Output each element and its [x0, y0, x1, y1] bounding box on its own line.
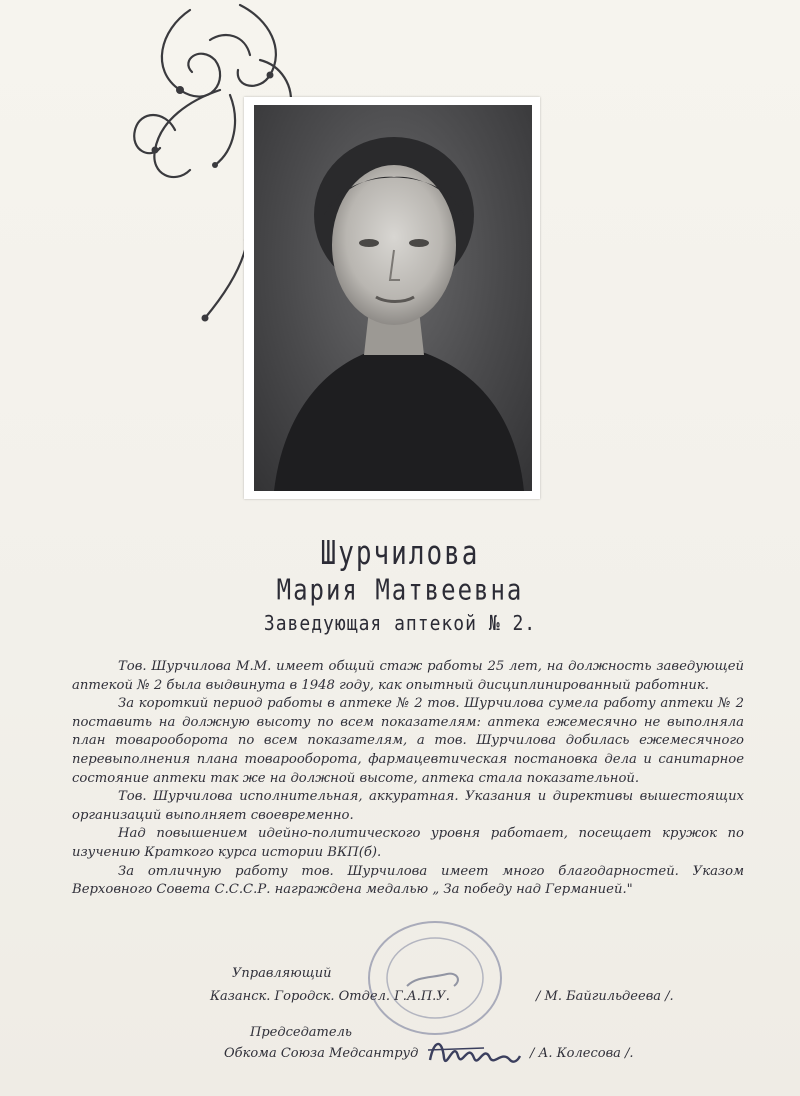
portrait-photo-frame [244, 97, 540, 499]
round-stamp [362, 916, 508, 1040]
signature-name-1: / М. Байгильдеева /. [536, 989, 674, 1004]
given-names: Мария Матвеевна [276, 573, 524, 607]
signature-name-2: / А. Колесова /. [530, 1046, 634, 1061]
signature-title-1: Управляющий [232, 966, 332, 981]
character-reference-text [72, 658, 744, 900]
name-block [0, 535, 800, 638]
signature-title-2: Председатель [250, 1025, 352, 1040]
signature-org-1: Казанск. Городск. Отдел. Г.А.П.У. [210, 989, 450, 1004]
portrait-photo [254, 105, 532, 491]
job-position: Заведующая аптекой № 2. [263, 611, 537, 636]
paragraph-3: Тов. Шурчилова исполнительная, аккуратная. Указания и директивы вышестоящих организаций выполняет своевременно. [72, 789, 744, 823]
paragraph-4: Над повышением идейно-политического уровня работает, посещает кружок по изучению Краткого курса истории ВКП(б). [72, 826, 744, 860]
paragraph-5: За отличную работу тов. Шурчилова имеет много благодарностей. Указом Верховного Совета С.С.С.Р. награждена медалью „ За победу над Германией." [72, 863, 744, 898]
handwritten-signature [424, 1030, 524, 1072]
paragraph-1: Тов. Шурчилова М.М. имеет общий стаж работы 25 лет, на должность заведующей аптекой № 2 была выдвинута в 1948 году, как опытный дисциплинированный работник. [72, 659, 744, 693]
signature-org-2: Обкома Союза Медсантруд [224, 1046, 419, 1061]
paragraph-2: За короткий период работы в аптеке № 2 тов. Шурчилова сумела работу аптеки № 2 поставить на должную высоту по всем показателям: аптека ежемесячно не выполняла план товарооборота по всем показателям, а тов. Шурчилова добилась ежемесячного перевыполнения плана товарооборота, фармацевтическая постановка дела и санитарное состояние аптеки так же на должной высоте, аптека стала показательной. [72, 696, 744, 786]
surname: Шурчилова [320, 535, 480, 573]
